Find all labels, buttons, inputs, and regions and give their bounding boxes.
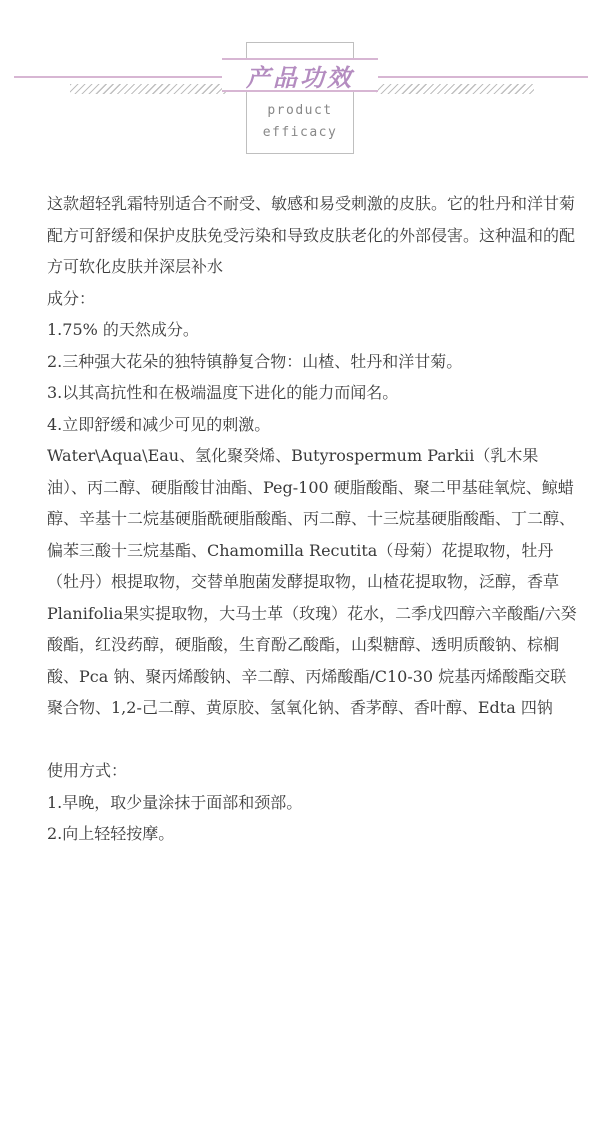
content-body — [47, 188, 577, 850]
ingredient-point: 2.三种强大花朵的独特镇静复合物：山楂、牡丹和洋甘菊。 — [47, 351, 463, 371]
header-title-cn: 产品功效 — [246, 63, 354, 92]
header-hatch-right — [376, 84, 534, 94]
header-line-right — [376, 76, 588, 78]
usage-step: 2.向上轻轻按摩。 — [47, 824, 175, 843]
header-title-en-line1: product — [267, 103, 333, 118]
header-line-left — [14, 76, 224, 78]
header-hatch-left — [70, 84, 226, 94]
ingredient-point: 4.立即舒缓和减少可见的刺激。 — [47, 414, 271, 434]
ingredient-point: 3.以其高抗性和在极端温度下进化的能力而闻名。 — [47, 383, 399, 402]
header-title-band — [222, 58, 378, 92]
section-header — [0, 0, 600, 170]
ingredient-list: Water\Aqua\Eau、氢化聚癸烯、Butyrospermum Parkii（乳木果油）、丙二醇、硬脂酸甘油酯、Peg-100 硬脂酸酯、聚二甲基硅氧烷、鲸蜡醇、辛基十二烷基硬脂酰硬脂酸酯、丙二醇、十三烷基硬脂酸酯、丁二醇、偏苯三酸十三烷基酯、Chamomilla Recutita（母菊）花提取物，牡丹（牡丹）根提取物，交替单胞菌发酵提取物，山楂花提取物，泛醇，香草Planifolia果实提取物，大马士革（玫瑰）花水，二季戊四醇六辛酸酯/六癸酸酯，红没药醇，硬脂酸，生育酚乙酸酯，山梨糖醇、透明质酸钠、棕榈酸、Pca 钠、聚丙烯酸钠、辛二醇、丙烯酸酯/C10-30 烷基丙烯酸酯交联聚合物、1,2-己二醇、黄原胶、氢氧化钠、香茅醇、香叶醇、Edta 四钠 — [47, 446, 577, 717]
product-description: 这款超轻乳霜特别适合不耐受、敏感和易受刺激的皮肤。它的牡丹和洋甘菊配方可舒缓和保护皮肤免受污染和导致皮肤老化的外部侵害。这种温和的配方可软化皮肤并深层补水 — [47, 194, 576, 276]
usage-label: 使用方式： — [47, 761, 128, 780]
ingredient-point: 1.75% 的天然成分。 — [47, 320, 199, 339]
usage-step: 1.早晚，取少量涂抹于面部和颈部。 — [47, 792, 303, 812]
header-title-en — [246, 100, 354, 144]
ingredients-label: 成分： — [47, 288, 96, 308]
header-title-en-line2: efficacy — [262, 125, 338, 140]
spacer — [47, 724, 577, 756]
